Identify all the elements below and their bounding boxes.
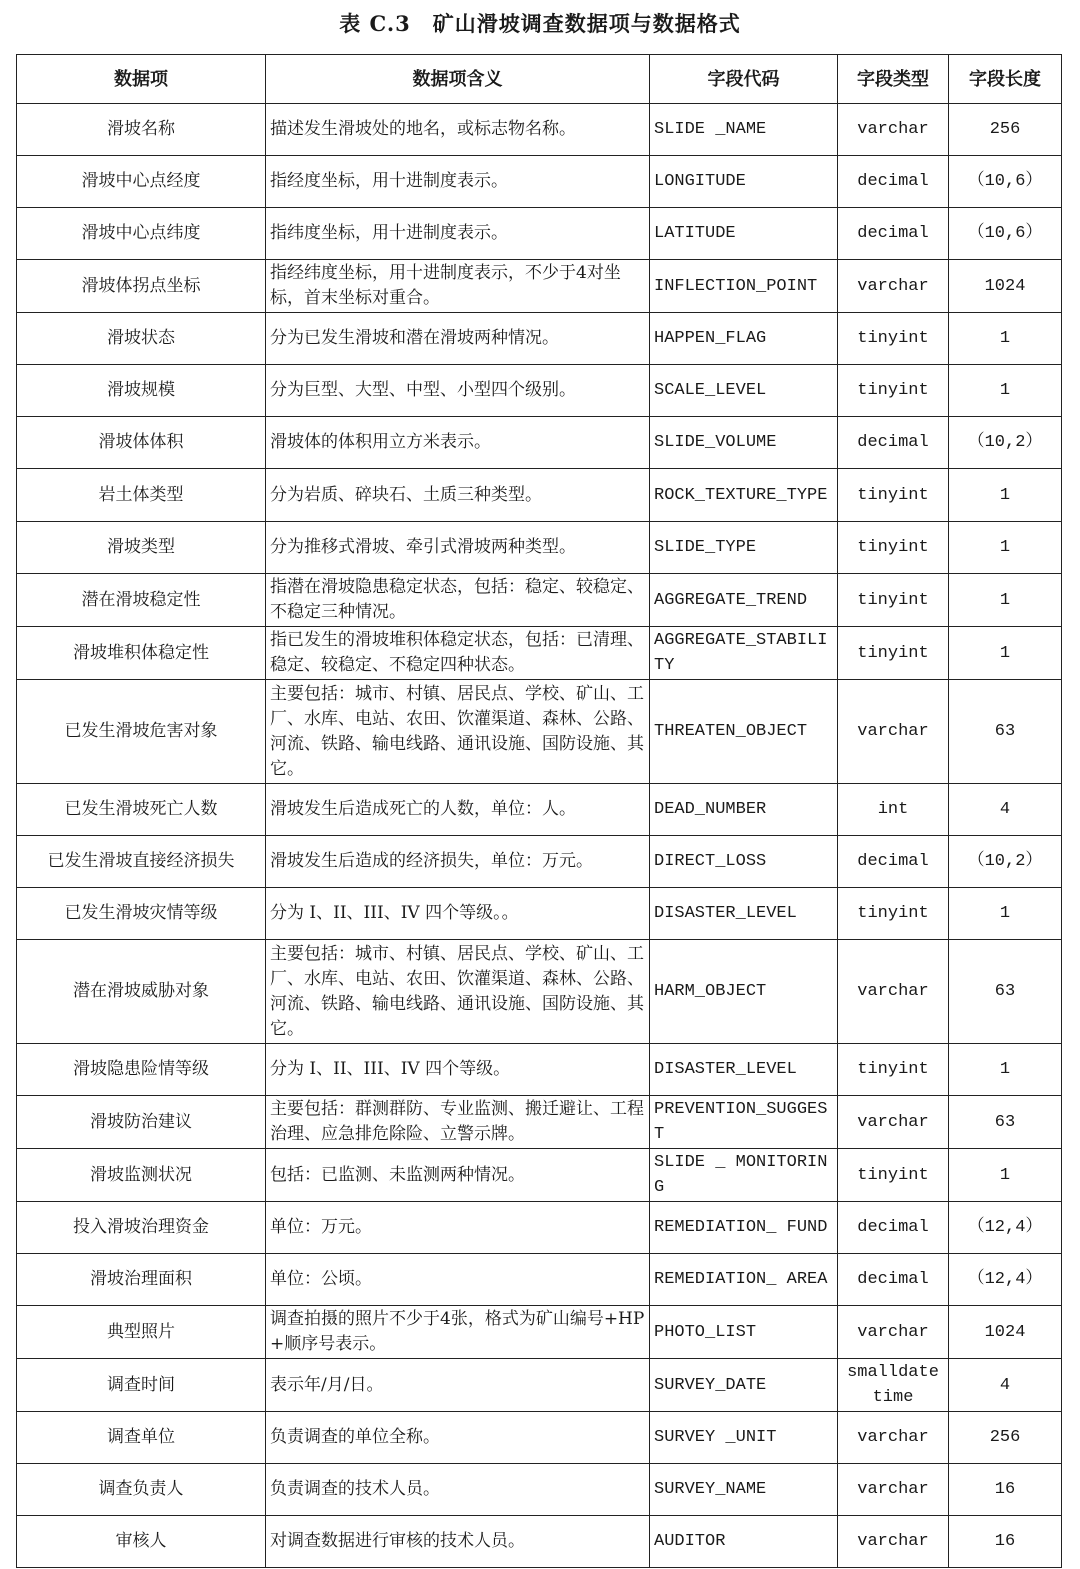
cell-field-type: tinyint xyxy=(838,1149,949,1202)
cell-field-code: THREATEN_OBJECT xyxy=(650,680,838,784)
cell-field-code: SURVEY_NAME xyxy=(650,1464,838,1516)
cell-data-item: 已发生滑坡灾情等级 xyxy=(17,888,266,940)
cell-field-type: varchar xyxy=(838,260,949,313)
cell-field-type: varchar xyxy=(838,1306,949,1359)
cell-data-item: 调查单位 xyxy=(17,1412,266,1464)
table-row xyxy=(17,365,1062,417)
cell-field-length: （10,2） xyxy=(949,836,1062,888)
cell-field-type: varchar xyxy=(838,104,949,156)
cell-field-type: decimal xyxy=(838,1202,949,1254)
cell-field-code: SLIDE _ MONITORING xyxy=(650,1149,838,1202)
header-field-length: 字段长度 xyxy=(949,55,1062,104)
cell-meaning: 单位：万元。 xyxy=(266,1202,650,1254)
table-row xyxy=(17,574,1062,627)
table-row xyxy=(17,836,1062,888)
cell-meaning: 单位：公顷。 xyxy=(266,1254,650,1306)
cell-meaning: 主要包括：群测群防、专业监测、搬迁避让、工程治理、应急排危除险、立警示牌。 xyxy=(266,1096,650,1149)
cell-meaning: 负责调查的单位全称。 xyxy=(266,1412,650,1464)
cell-field-type: tinyint xyxy=(838,888,949,940)
cell-field-length: （12,4） xyxy=(949,1202,1062,1254)
cell-field-length: 1024 xyxy=(949,260,1062,313)
cell-meaning: 指经度坐标，用十进制度表示。 xyxy=(266,156,650,208)
cell-field-type: varchar xyxy=(838,1412,949,1464)
cell-field-type: decimal xyxy=(838,836,949,888)
cell-field-type: varchar xyxy=(838,940,949,1044)
cell-data-item: 滑坡堆积体稳定性 xyxy=(17,627,266,680)
cell-field-length: 63 xyxy=(949,940,1062,1044)
cell-field-type: tinyint xyxy=(838,1044,949,1096)
cell-meaning: 滑坡发生后造成的经济损失，单位：万元。 xyxy=(266,836,650,888)
cell-field-length: 4 xyxy=(949,1359,1062,1412)
cell-field-length: （12,4） xyxy=(949,1254,1062,1306)
cell-meaning: 指潜在滑坡隐患稳定状态，包括：稳定、较稳定、不稳定三种情况。 xyxy=(266,574,650,627)
cell-field-length: 1 xyxy=(949,469,1062,522)
cell-field-code: SLIDE_VOLUME xyxy=(650,417,838,469)
cell-data-item: 滑坡中心点纬度 xyxy=(17,208,266,260)
cell-field-length: 256 xyxy=(949,1412,1062,1464)
cell-field-type: decimal xyxy=(838,417,949,469)
cell-field-type: varchar xyxy=(838,680,949,784)
cell-data-item: 滑坡体拐点坐标 xyxy=(17,260,266,313)
cell-data-item: 典型照片 xyxy=(17,1306,266,1359)
cell-field-length: 1 xyxy=(949,1044,1062,1096)
header-row xyxy=(17,55,1062,104)
cell-field-code: HAPPEN_FLAG xyxy=(650,313,838,365)
table-row xyxy=(17,680,1062,784)
cell-field-code: SCALE_LEVEL xyxy=(650,365,838,417)
table-row xyxy=(17,104,1062,156)
cell-field-code: LONGITUDE xyxy=(650,156,838,208)
table-row xyxy=(17,1464,1062,1516)
cell-field-code: DISASTER_LEVEL xyxy=(650,888,838,940)
table-row xyxy=(17,522,1062,574)
cell-data-item: 滑坡治理面积 xyxy=(17,1254,266,1306)
table-row xyxy=(17,1516,1062,1568)
cell-meaning: 指经纬度坐标，用十进制度表示，不少于4对坐标，首末坐标对重合。 xyxy=(266,260,650,313)
cell-data-item: 滑坡防治建议 xyxy=(17,1096,266,1149)
table-row xyxy=(17,260,1062,313)
table-row xyxy=(17,627,1062,680)
cell-meaning: 分为 I、II、III、IV 四个等级。。 xyxy=(266,888,650,940)
cell-field-code: DEAD_NUMBER xyxy=(650,784,838,836)
cell-field-code: AGGREGATE_TREND xyxy=(650,574,838,627)
table-row xyxy=(17,940,1062,1044)
cell-data-item: 已发生滑坡直接经济损失 xyxy=(17,836,266,888)
table-row xyxy=(17,784,1062,836)
cell-field-length: 1 xyxy=(949,365,1062,417)
cell-field-code: PREVENTION_SUGGEST xyxy=(650,1096,838,1149)
table-row xyxy=(17,1096,1062,1149)
cell-meaning: 负责调查的技术人员。 xyxy=(266,1464,650,1516)
table-row xyxy=(17,469,1062,522)
cell-field-length: 63 xyxy=(949,680,1062,784)
cell-field-code: DISASTER_LEVEL xyxy=(650,1044,838,1096)
cell-field-length: 16 xyxy=(949,1464,1062,1516)
cell-field-length: 1 xyxy=(949,574,1062,627)
header-field-type: 字段类型 xyxy=(838,55,949,104)
table-row xyxy=(17,1149,1062,1202)
cell-field-type: tinyint xyxy=(838,574,949,627)
cell-data-item: 潜在滑坡稳定性 xyxy=(17,574,266,627)
cell-field-length: 1 xyxy=(949,522,1062,574)
cell-data-item: 已发生滑坡死亡人数 xyxy=(17,784,266,836)
cell-field-code: AUDITOR xyxy=(650,1516,838,1568)
header-meaning: 数据项含义 xyxy=(266,55,650,104)
cell-field-type: tinyint xyxy=(838,365,949,417)
cell-field-code: INFLECTION_POINT xyxy=(650,260,838,313)
table-row xyxy=(17,313,1062,365)
cell-field-code: PHOTO_LIST xyxy=(650,1306,838,1359)
cell-meaning: 包括：已监测、未监测两种情况。 xyxy=(266,1149,650,1202)
cell-field-code: REMEDIATION_ FUND xyxy=(650,1202,838,1254)
cell-field-type: varchar xyxy=(838,1096,949,1149)
cell-data-item: 审核人 xyxy=(17,1516,266,1568)
cell-field-length: 63 xyxy=(949,1096,1062,1149)
cell-data-item: 滑坡名称 xyxy=(17,104,266,156)
cell-field-code: DIRECT_LOSS xyxy=(650,836,838,888)
cell-data-item: 滑坡监测状况 xyxy=(17,1149,266,1202)
cell-meaning: 指纬度坐标，用十进制度表示。 xyxy=(266,208,650,260)
cell-field-type: varchar xyxy=(838,1464,949,1516)
cell-meaning: 分为岩质、碎块石、土质三种类型。 xyxy=(266,469,650,522)
table-row xyxy=(17,1412,1062,1464)
cell-meaning: 表示年/月/日。 xyxy=(266,1359,650,1412)
cell-meaning: 分为已发生滑坡和潜在滑坡两种情况。 xyxy=(266,313,650,365)
cell-field-type: tinyint xyxy=(838,469,949,522)
cell-field-length: 1 xyxy=(949,627,1062,680)
cell-field-type: decimal xyxy=(838,208,949,260)
cell-data-item: 滑坡类型 xyxy=(17,522,266,574)
table-row xyxy=(17,1202,1062,1254)
cell-field-type: tinyint xyxy=(838,627,949,680)
cell-data-item: 滑坡规模 xyxy=(17,365,266,417)
cell-field-code: HARM_OBJECT xyxy=(650,940,838,1044)
cell-field-length: （10,6） xyxy=(949,208,1062,260)
data-format-table xyxy=(16,54,1062,1568)
cell-data-item: 潜在滑坡威胁对象 xyxy=(17,940,266,1044)
cell-field-length: 1 xyxy=(949,1149,1062,1202)
table-row xyxy=(17,1254,1062,1306)
cell-data-item: 滑坡隐患险情等级 xyxy=(17,1044,266,1096)
table-row xyxy=(17,1044,1062,1096)
cell-data-item: 滑坡中心点经度 xyxy=(17,156,266,208)
cell-field-type: decimal xyxy=(838,156,949,208)
cell-meaning: 描述发生滑坡处的地名，或标志物名称。 xyxy=(266,104,650,156)
cell-field-code: SLIDE _NAME xyxy=(650,104,838,156)
cell-meaning: 主要包括：城市、村镇、居民点、学校、矿山、工厂、水库、电站、农田、饮灌渠道、森林、公路、河流、铁路、输电线路、通讯设施、国防设施、其它。 xyxy=(266,940,650,1044)
cell-data-item: 调查负责人 xyxy=(17,1464,266,1516)
cell-field-length: （10,6） xyxy=(949,156,1062,208)
table-caption: 表 C.3 矿山滑坡调查数据项与数据格式 xyxy=(339,11,741,36)
cell-field-type: tinyint xyxy=(838,313,949,365)
cell-field-type: varchar xyxy=(838,1516,949,1568)
cell-field-length: （10,2） xyxy=(949,417,1062,469)
table-row xyxy=(17,1306,1062,1359)
cell-field-code: SURVEY _UNIT xyxy=(650,1412,838,1464)
cell-field-code: REMEDIATION_ AREA xyxy=(650,1254,838,1306)
header-data-item: 数据项 xyxy=(17,55,266,104)
cell-meaning: 分为推移式滑坡、牵引式滑坡两种类型。 xyxy=(266,522,650,574)
cell-field-type: int xyxy=(838,784,949,836)
cell-field-type: smalldatetime xyxy=(838,1359,949,1412)
cell-meaning: 主要包括：城市、村镇、居民点、学校、矿山、工厂、水库、电站、农田、饮灌渠道、森林、公路、河流、铁路、输电线路、通讯设施、国防设施、其它。 xyxy=(266,680,650,784)
cell-field-length: 1 xyxy=(949,313,1062,365)
cell-data-item: 滑坡状态 xyxy=(17,313,266,365)
cell-meaning: 分为 I、II、III、IV 四个等级。 xyxy=(266,1044,650,1096)
table-row xyxy=(17,156,1062,208)
cell-field-length: 4 xyxy=(949,784,1062,836)
cell-field-length: 1024 xyxy=(949,1306,1062,1359)
cell-meaning: 指已发生的滑坡堆积体稳定状态，包括：已清理、稳定、较稳定、不稳定四种状态。 xyxy=(266,627,650,680)
cell-field-type: tinyint xyxy=(838,522,949,574)
header-field-code: 字段代码 xyxy=(650,55,838,104)
cell-meaning: 调查拍摄的照片不少于4张，格式为矿山编号+HP+顺序号表示。 xyxy=(266,1306,650,1359)
cell-data-item: 投入滑坡治理资金 xyxy=(17,1202,266,1254)
cell-field-length: 1 xyxy=(949,888,1062,940)
cell-meaning: 滑坡体的体积用立方米表示。 xyxy=(266,417,650,469)
cell-meaning: 分为巨型、大型、中型、小型四个级别。 xyxy=(266,365,650,417)
cell-data-item: 调查时间 xyxy=(17,1359,266,1412)
table-row xyxy=(17,208,1062,260)
cell-meaning: 滑坡发生后造成死亡的人数，单位：人。 xyxy=(266,784,650,836)
cell-field-length: 256 xyxy=(949,104,1062,156)
cell-data-item: 已发生滑坡危害对象 xyxy=(17,680,266,784)
cell-data-item: 滑坡体体积 xyxy=(17,417,266,469)
table-row xyxy=(17,1359,1062,1412)
cell-field-code: SURVEY_DATE xyxy=(650,1359,838,1412)
cell-field-code: SLIDE_TYPE xyxy=(650,522,838,574)
cell-field-code: LATITUDE xyxy=(650,208,838,260)
cell-data-item: 岩土体类型 xyxy=(17,469,266,522)
table-row xyxy=(17,417,1062,469)
cell-field-code: ROCK_TEXTURE_TYPE xyxy=(650,469,838,522)
cell-meaning: 对调查数据进行审核的技术人员。 xyxy=(266,1516,650,1568)
table-row xyxy=(17,888,1062,940)
cell-field-type: decimal xyxy=(838,1254,949,1306)
cell-field-length: 16 xyxy=(949,1516,1062,1568)
cell-field-code: AGGREGATE_STABILITY xyxy=(650,627,838,680)
